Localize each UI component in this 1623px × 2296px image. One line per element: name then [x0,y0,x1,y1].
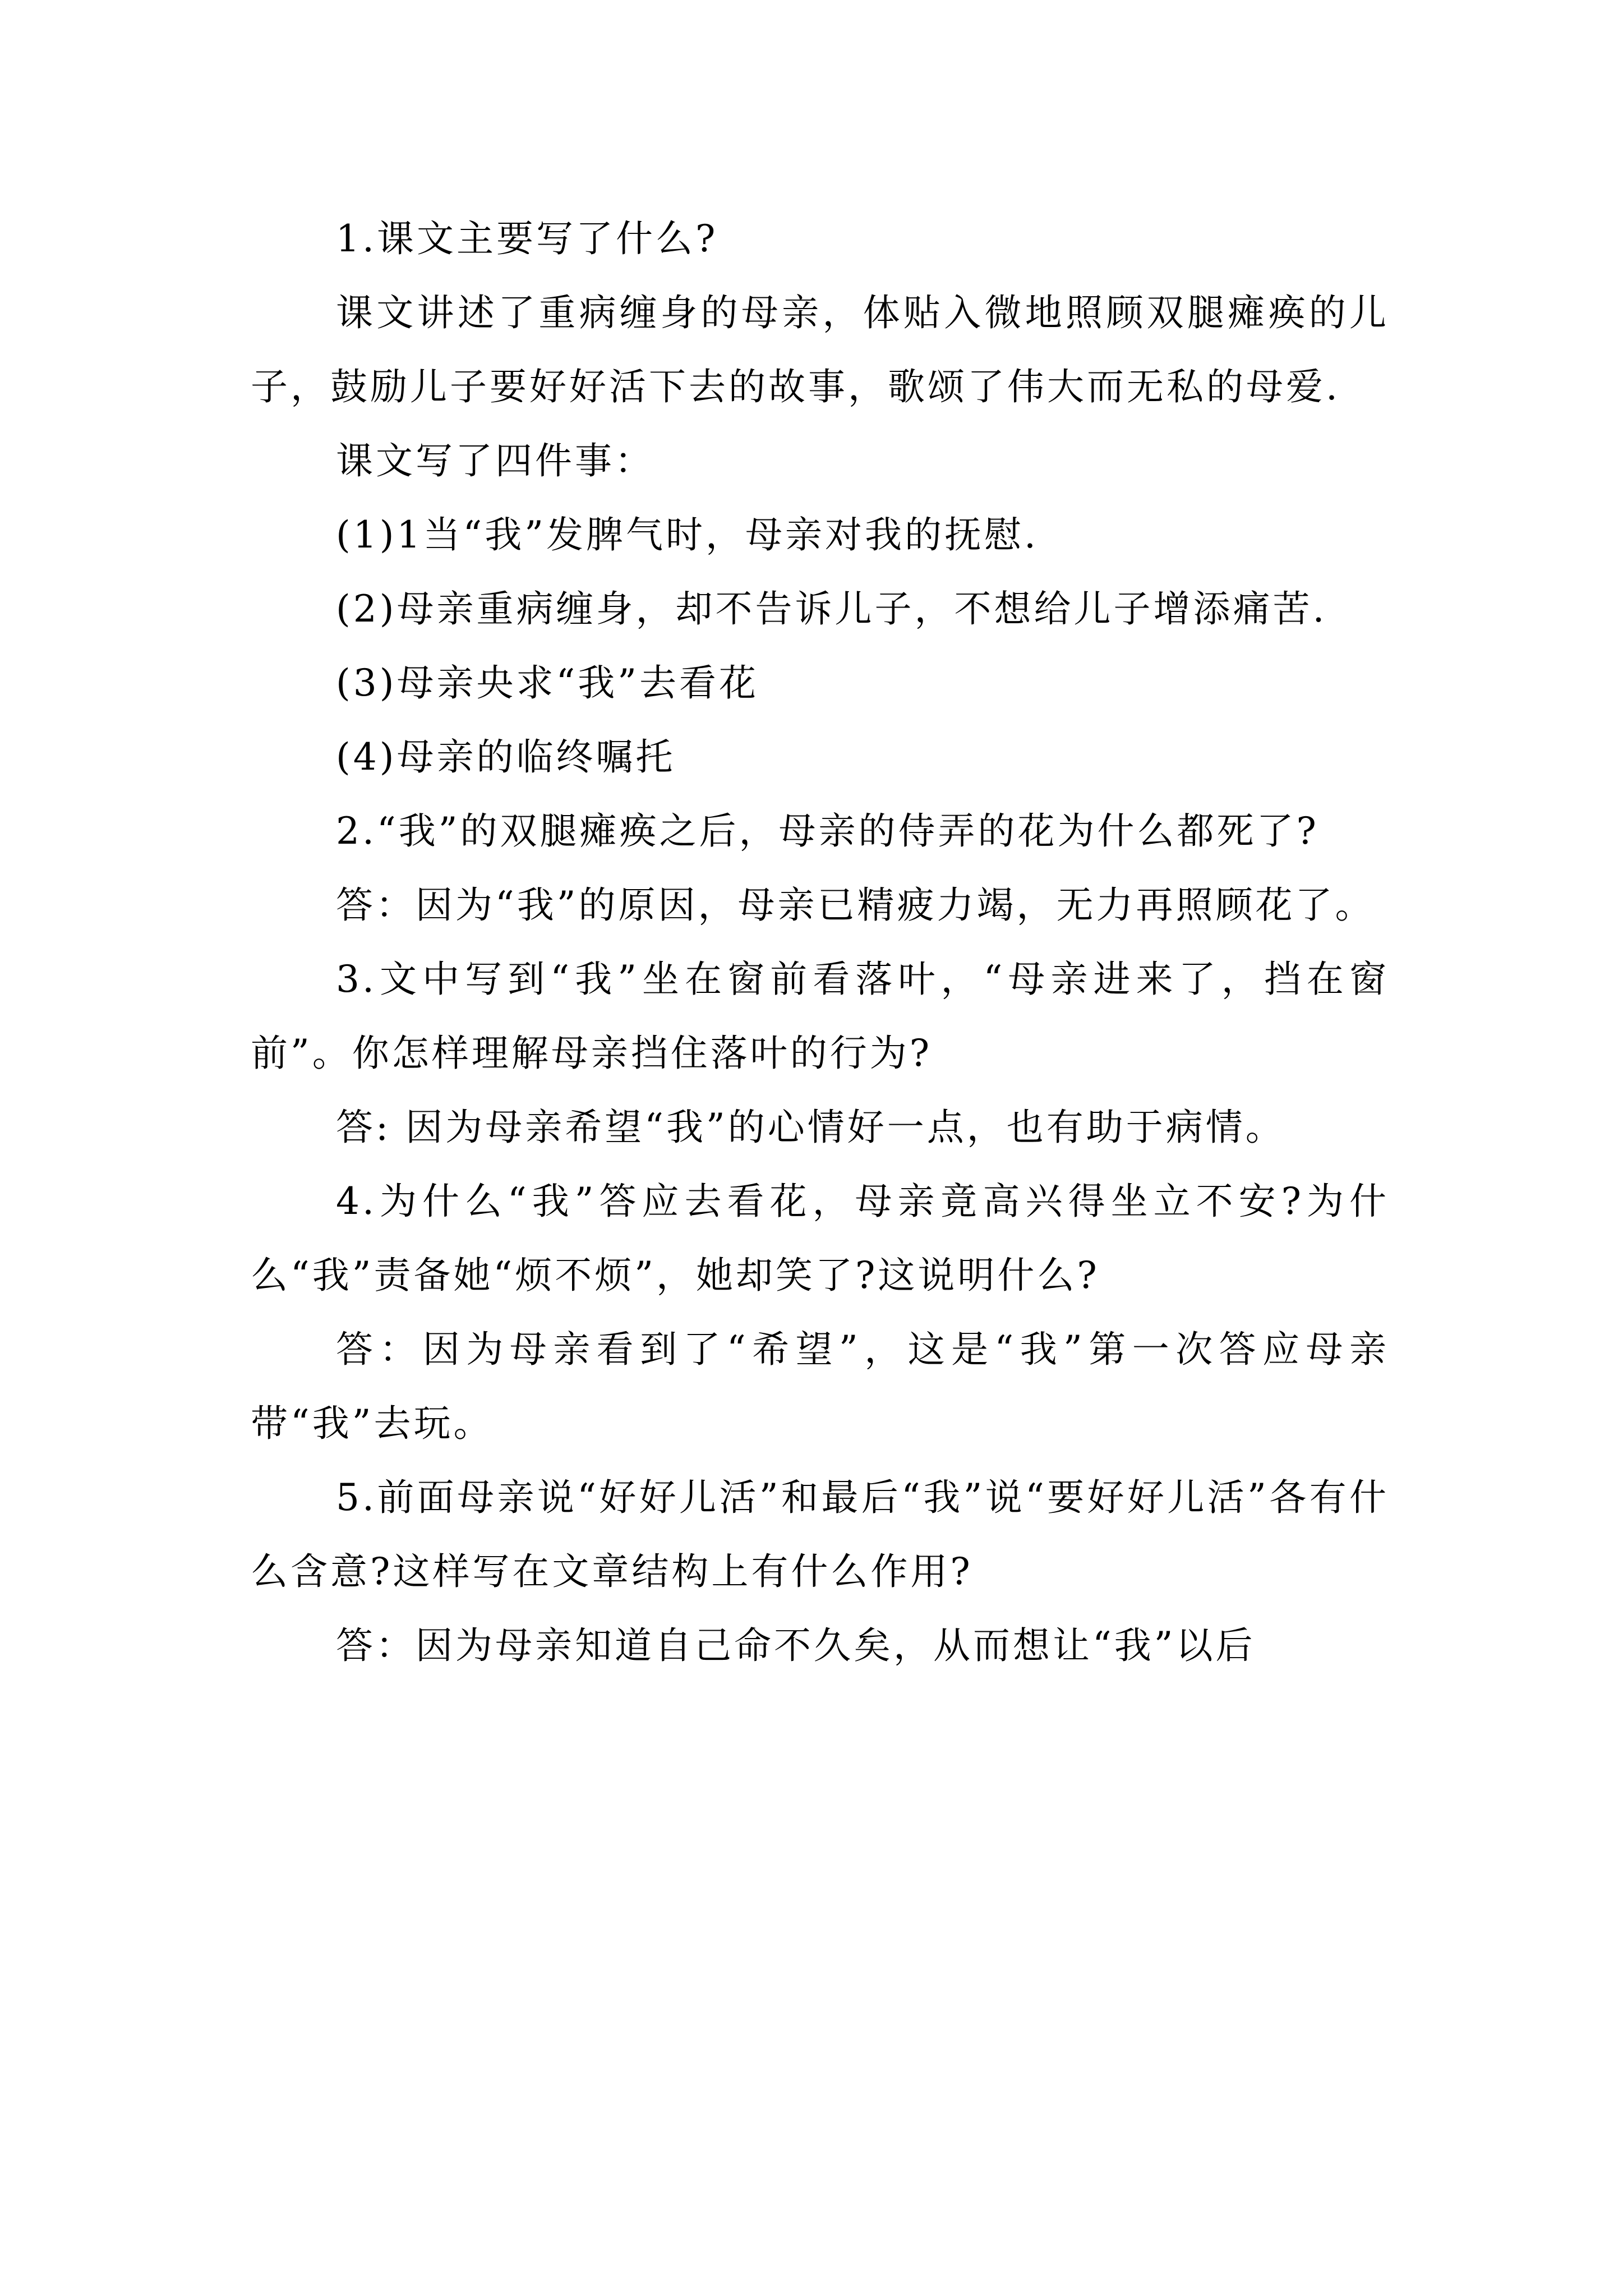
answer-5: 答：因为母亲知道自己命不久矣，从而想让“我”以后 [336,1624,1256,1667]
question-2: 2.“我”的双腿瘫痪之后，母亲的侍弄的花为什么都死了? [336,809,1319,853]
answer-1-events-intro: 课文写了四件事： [336,439,654,482]
question-4: 4.为什么“我”答应去看花，母亲竟高兴得坐立不安?为什么“我”责备她“烦不烦”，她却笑了?这说明什么? [251,1180,1389,1297]
question-5: 5.前面母亲说“好好儿活”和最后“我”说“要好好儿活”各有什么含意?这样写在文章结构上有什么作用? [251,1476,1389,1593]
question-1: 1.课文主要写了什么? [336,217,718,260]
answer-4: 答：因为母亲看到了“希望”，这是“我”第一次答应母亲带“我”去玩。 [251,1328,1389,1445]
event-item-1: (1)1当“我”发脾气时，母亲对我的抚慰. [336,513,1039,556]
answer-3: 答: 因为母亲希望“我”的心情好一点，也有助于病情。 [336,1106,1285,1149]
event-item-3: (3)母亲央求“我”去看花 [336,661,759,705]
answer-2: 答：因为“我”的原因，母亲已精疲力竭，无力再照顾花了。 [336,884,1375,927]
event-item-4: (4)母亲的临终嘱托 [336,735,676,779]
document-body [251,202,1389,1683]
event-item-2: (2)母亲重病缠身，却不告诉儿子，不想给儿子增添痛苦. [336,587,1327,631]
answer-1-summary: 课文讲述了重病缠身的母亲，体贴入微地照顾双腿瘫痪的儿子，鼓励儿子要好好活下去的故事，歌颂了伟大而无私的母爱. [251,291,1389,408]
question-3: 3.文中写到“我”坐在窗前看落叶，“母亲进来了，挡在窗前”。你怎样理解母亲挡住落叶的行为? [251,958,1389,1075]
